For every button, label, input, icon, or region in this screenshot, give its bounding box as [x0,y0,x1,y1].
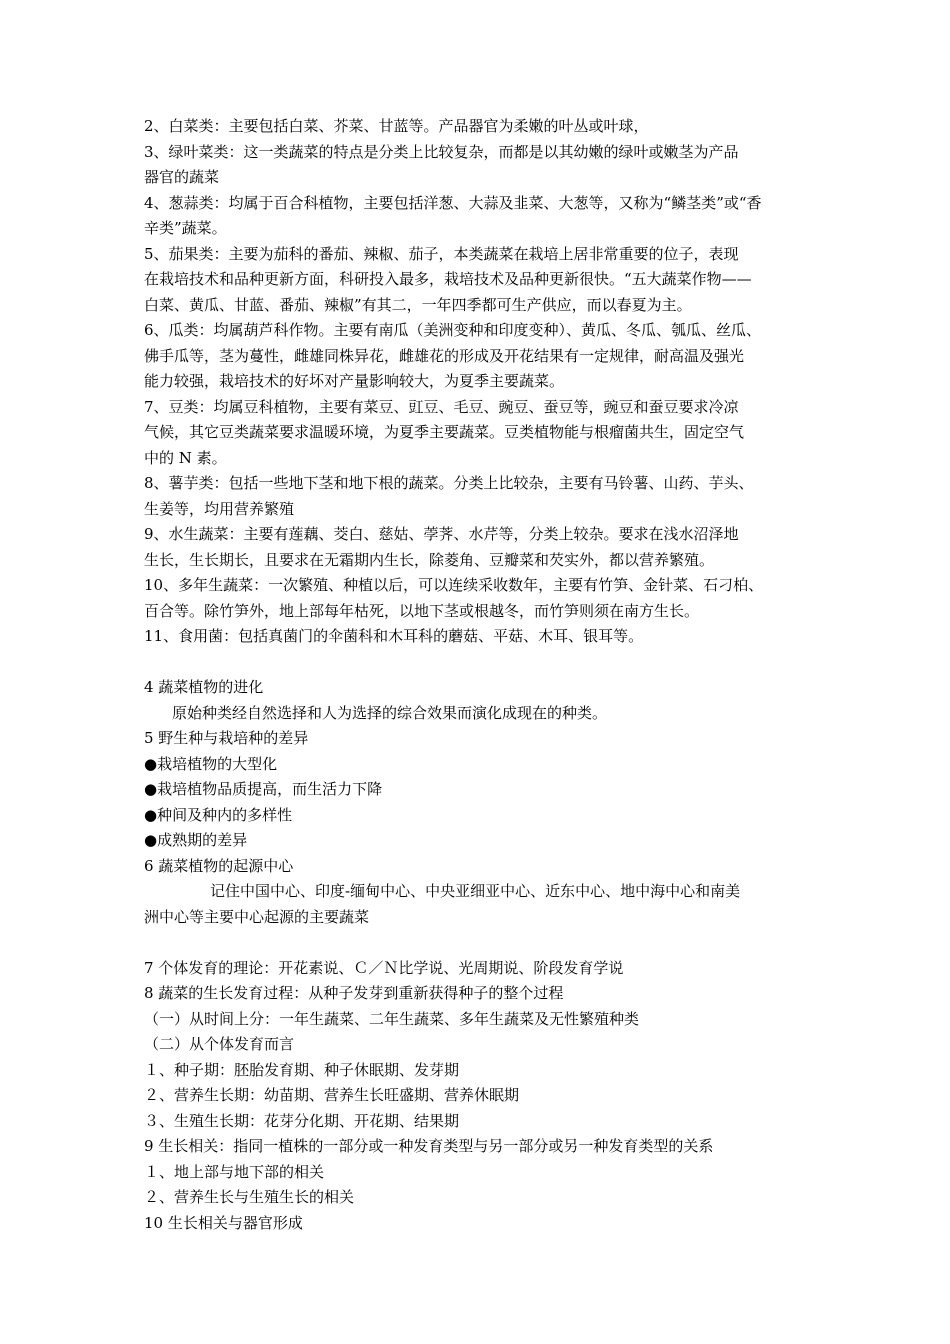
text-line: 白菜、黄瓜、甘蓝、番茄、辣椒”有其二，一年四季都可生产供应，而以春夏为主。 [144,295,692,314]
text-line: 9、水生蔬菜：主要有莲藕、茭白、慈姑、荸荠、水芹等，分类上较杂。要求在浅水沼泽地 [144,525,739,543]
evolution-origin-section [144,675,814,930]
text-line: 生长，生长期长，且要求在无霜期内生长，除菱角、豆瓣菜和芡实外，都以营养繁殖。 [144,550,715,569]
text-line: 气候，其它豆类蔬菜要求温暖环境，为夏季主要蔬菜。豆类植物能与根瘤菌共生，固定空气 [144,423,745,441]
text-line: １、地上部与地下部的相关 [144,1162,325,1181]
text-line: 2、白菜类：主要包括白菜、芥菜、甘蓝等。产品器官为柔嫩的叶丛或叶球， [144,117,649,135]
blank-line [144,650,814,676]
vegetable-categories-section [144,114,814,650]
text-line: ２、营养生长与生殖生长的相关 [144,1188,355,1206]
text-line: 10 生长相关与器官形成 [144,1213,303,1232]
text-line: 4、葱蒜类：均属于百合科植物，主要包括洋葱、大蒜及韭菜、大葱等，又称为“鳞茎类”或“香 [144,193,762,212]
bullet-item: ●成熟期的差异 [144,831,248,849]
text-line: 6、瓜类：均属葫芦科作物。主要有南瓜（美洲变种和印度变种）、黄瓜、冬瓜、瓠瓜、丝瓜、 [144,321,762,339]
evolution-text: 原始种类经自然选择和人为选择的综合效果而演化成现在的种类。 [172,703,608,722]
text-line: 百合等。除竹笋外，地上部每年枯死，以地下茎或根越冬，而竹笋则须在南方生长。 [144,601,700,620]
text-line: （二）从个体发育而言 [144,1035,295,1053]
text-line: 8、薯芋类：包括一些地下茎和地下根的蔬菜。分类上比较杂，主要有马铃薯、山药、芋头、 [144,474,754,492]
text-line: 佛手瓜等，茎为蔓性，雌雄同株异花，雌雄花的形成及开花结果有一定规律，耐高温及强光 [144,346,745,365]
bullet-item: ●种间及种内的多样性 [144,805,293,824]
text-line: 7 个体发育的理论：开花素说、Ｃ／Ｎ比学说、光周期说、阶段发育学说 [144,958,624,977]
document-page [144,114,814,1236]
text-line: 8 蔬菜的生长发育过程：从种子发芽到重新获得种子的整个过程 [144,984,564,1002]
origin-text: 记住中国中心、印度-缅甸中心、中央亚细亚中心、近东中心、地中海中心和南美 [210,882,741,900]
text-line: 在栽培技术和品种更新方面，科研投入最多，栽培技术及品种更新很快。“五大蔬菜作物—— [144,270,752,288]
text-line: 5、茄果类：主要为茄科的番茄、辣椒、茄子，本类蔬菜在栽培上居非常重要的位子，表现 [144,244,739,263]
text-line: 10、多年生蔬菜：一次繁殖、种植以后，可以连续采收数年，主要有竹笋、金针菜、石刁柏、 [144,576,764,594]
text-line: 9 生长相关：指同一植株的一部分或一种发育类型与另一部分或另一种发育类型的关系 [144,1137,714,1155]
text-line: 7、豆类：均属豆科植物，主要有菜豆、豇豆、毛豆、豌豆、蚕豆等，豌豆和蚕豆要求冷凉 [144,397,739,416]
text-line: １、种子期：胚胎发育期、种子休眠期、发芽期 [144,1060,460,1079]
text-line: 生姜等，均用营养繁殖 [144,499,295,518]
section-heading: 6 蔬菜植物的起源中心 [144,856,294,875]
section-heading: 4 蔬菜植物的进化 [144,678,264,696]
text-line: 中的 N 素。 [144,448,227,467]
text-line: 3、绿叶菜类：这一类蔬菜的特点是分类上比较复杂，而都是以其幼嫩的绿叶或嫩茎为产品 [144,142,739,161]
text-line: ３、生殖生长期：花芽分化期、开花期、结果期 [144,1111,460,1130]
section-heading: 5 野生种与栽培种的差异 [144,729,309,747]
bullet-item: ●栽培植物品质提高，而生活力下降 [144,780,383,798]
text-line: ２、营养生长期：幼苗期、营养生长旺盛期、营养休眠期 [144,1086,520,1104]
blank-line [144,930,814,956]
text-line: （一）从时间上分：一年生蔬菜、二年生蔬菜、多年生蔬菜及无性繁殖种类 [144,1009,640,1028]
growth-development-section [144,956,814,1237]
origin-text: 洲中心等主要中心起源的主要蔬菜 [144,907,370,926]
text-line: 辛类”蔬菜。 [144,219,227,237]
text-line: 11、食用菌：包括真菌门的伞菌科和木耳科的蘑菇、平菇、木耳、银耳等。 [144,627,644,645]
bullet-item: ●栽培植物的大型化 [144,754,278,773]
text-line: 能力较强，栽培技术的好坏对产量影响较大，为夏季主要蔬菜。 [144,372,565,390]
text-line: 器官的蔬菜 [144,168,220,186]
